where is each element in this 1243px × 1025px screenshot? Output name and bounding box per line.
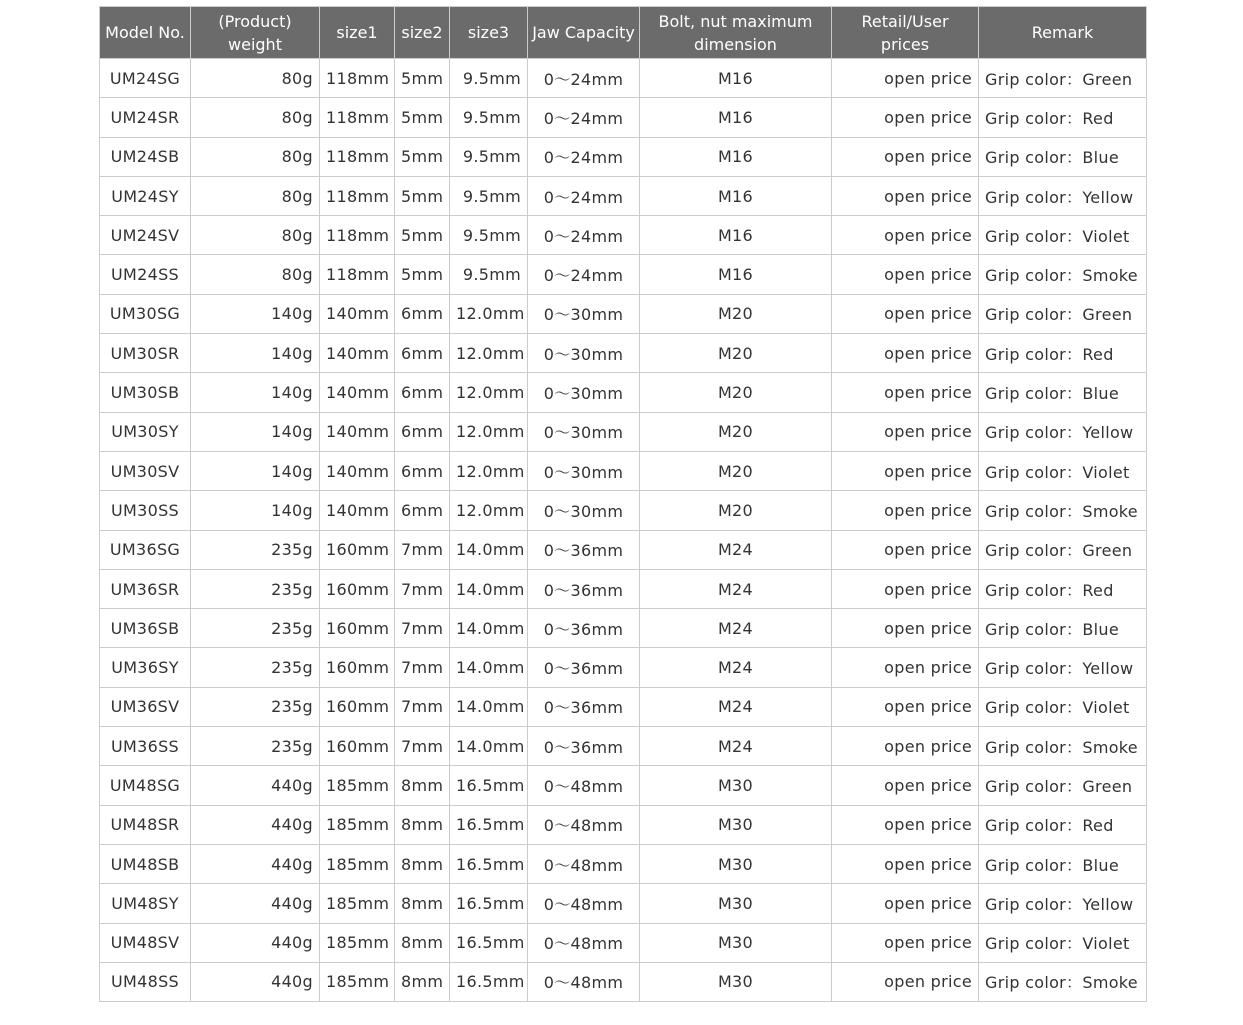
cell-remark: Grip color：Yellow	[979, 176, 1147, 215]
cell-weight: 140g	[191, 491, 320, 530]
cell-size2: 5mm	[395, 216, 450, 255]
cell-jaw-capacity: 0～30mm	[528, 451, 640, 490]
cell-size1: 118mm	[320, 216, 395, 255]
cell-remark: Grip color：Green	[979, 530, 1147, 569]
cell-size2: 7mm	[395, 648, 450, 687]
cell-size1: 160mm	[320, 687, 395, 726]
cell-size1: 118mm	[320, 137, 395, 176]
cell-price: open price	[832, 334, 979, 373]
cell-bolt-nut-dimension: M24	[640, 648, 832, 687]
cell-size1: 185mm	[320, 923, 395, 962]
cell-jaw-capacity: 0～36mm	[528, 530, 640, 569]
cell-size3: 12.0mm	[450, 373, 528, 412]
cell-remark: Grip color：Green	[979, 59, 1147, 98]
cell-weight: 80g	[191, 59, 320, 98]
cell-size1: 160mm	[320, 609, 395, 648]
cell-jaw-capacity: 0～48mm	[528, 805, 640, 844]
cell-remark: Grip color：Smoke	[979, 727, 1147, 766]
table-body	[100, 59, 1147, 1002]
cell-weight: 235g	[191, 609, 320, 648]
cell-price: open price	[832, 373, 979, 412]
cell-size2: 6mm	[395, 373, 450, 412]
cell-price: open price	[832, 884, 979, 923]
cell-model-no: UM48SS	[100, 962, 191, 1001]
cell-jaw-capacity: 0～30mm	[528, 373, 640, 412]
cell-size2: 7mm	[395, 609, 450, 648]
cell-weight: 235g	[191, 648, 320, 687]
cell-price: open price	[832, 766, 979, 805]
cell-bolt-nut-dimension: M30	[640, 805, 832, 844]
cell-size1: 160mm	[320, 530, 395, 569]
header-model-no: Model No.	[100, 7, 191, 59]
cell-bolt-nut-dimension: M30	[640, 766, 832, 805]
cell-jaw-capacity: 0～24mm	[528, 59, 640, 98]
cell-remark: Grip color：Violet	[979, 451, 1147, 490]
table-header	[100, 7, 1147, 59]
cell-bolt-nut-dimension: M16	[640, 176, 832, 215]
header-retail-user-prices: Retail/User prices	[832, 7, 979, 59]
table-row	[100, 491, 1147, 530]
cell-weight: 235g	[191, 687, 320, 726]
cell-bolt-nut-dimension: M24	[640, 530, 832, 569]
cell-jaw-capacity: 0～24mm	[528, 216, 640, 255]
cell-bolt-nut-dimension: M20	[640, 294, 832, 333]
cell-size2: 8mm	[395, 884, 450, 923]
cell-remark: Grip color：Violet	[979, 216, 1147, 255]
cell-size2: 6mm	[395, 412, 450, 451]
cell-bolt-nut-dimension: M24	[640, 609, 832, 648]
cell-size1: 140mm	[320, 412, 395, 451]
cell-size1: 140mm	[320, 491, 395, 530]
cell-weight: 235g	[191, 727, 320, 766]
cell-model-no: UM48SV	[100, 923, 191, 962]
cell-remark: Grip color：Violet	[979, 687, 1147, 726]
table-row	[100, 609, 1147, 648]
cell-price: open price	[832, 216, 979, 255]
cell-remark: Grip color：Red	[979, 569, 1147, 608]
cell-size2: 8mm	[395, 805, 450, 844]
cell-model-no: UM24SG	[100, 59, 191, 98]
cell-weight: 440g	[191, 766, 320, 805]
cell-size1: 140mm	[320, 294, 395, 333]
table-row	[100, 648, 1147, 687]
cell-remark: Grip color：Smoke	[979, 491, 1147, 530]
cell-model-no: UM30SR	[100, 334, 191, 373]
cell-price: open price	[832, 59, 979, 98]
cell-model-no: UM30SG	[100, 294, 191, 333]
cell-weight: 140g	[191, 451, 320, 490]
cell-price: open price	[832, 569, 979, 608]
cell-bolt-nut-dimension: M20	[640, 491, 832, 530]
table-row	[100, 727, 1147, 766]
cell-remark: Grip color：Red	[979, 805, 1147, 844]
table-row	[100, 884, 1147, 923]
cell-size1: 185mm	[320, 766, 395, 805]
cell-model-no: UM48SR	[100, 805, 191, 844]
cell-price: open price	[832, 412, 979, 451]
cell-model-no: UM30SS	[100, 491, 191, 530]
cell-size1: 160mm	[320, 569, 395, 608]
cell-weight: 80g	[191, 137, 320, 176]
cell-jaw-capacity: 0～48mm	[528, 844, 640, 883]
cell-size3: 16.5mm	[450, 805, 528, 844]
header-row	[100, 7, 1147, 59]
cell-remark: Grip color：Yellow	[979, 648, 1147, 687]
cell-remark: Grip color：Green	[979, 294, 1147, 333]
table-row	[100, 334, 1147, 373]
cell-jaw-capacity: 0～36mm	[528, 687, 640, 726]
cell-size2: 8mm	[395, 962, 450, 1001]
table-row	[100, 216, 1147, 255]
cell-model-no: UM30SB	[100, 373, 191, 412]
cell-weight: 140g	[191, 334, 320, 373]
cell-price: open price	[832, 962, 979, 1001]
cell-bolt-nut-dimension: M30	[640, 962, 832, 1001]
cell-model-no: UM48SG	[100, 766, 191, 805]
cell-price: open price	[832, 530, 979, 569]
cell-weight: 440g	[191, 884, 320, 923]
cell-size3: 16.5mm	[450, 962, 528, 1001]
cell-model-no: UM36SV	[100, 687, 191, 726]
cell-model-no: UM36SY	[100, 648, 191, 687]
cell-price: open price	[832, 609, 979, 648]
cell-size3: 9.5mm	[450, 59, 528, 98]
cell-weight: 235g	[191, 569, 320, 608]
header-size3: size3	[450, 7, 528, 59]
cell-jaw-capacity: 0～36mm	[528, 609, 640, 648]
cell-model-no: UM24SB	[100, 137, 191, 176]
cell-size1: 185mm	[320, 844, 395, 883]
cell-size3: 14.0mm	[450, 727, 528, 766]
cell-price: open price	[832, 727, 979, 766]
cell-bolt-nut-dimension: M16	[640, 137, 832, 176]
table-row	[100, 373, 1147, 412]
cell-size2: 6mm	[395, 451, 450, 490]
cell-weight: 440g	[191, 923, 320, 962]
cell-size2: 5mm	[395, 255, 450, 294]
table-row	[100, 176, 1147, 215]
cell-size2: 6mm	[395, 334, 450, 373]
cell-size3: 14.0mm	[450, 569, 528, 608]
cell-bolt-nut-dimension: M16	[640, 216, 832, 255]
cell-price: open price	[832, 255, 979, 294]
cell-model-no: UM48SY	[100, 884, 191, 923]
cell-bolt-nut-dimension: M20	[640, 412, 832, 451]
cell-jaw-capacity: 0～36mm	[528, 648, 640, 687]
cell-size1: 118mm	[320, 255, 395, 294]
cell-price: open price	[832, 98, 979, 137]
cell-size3: 9.5mm	[450, 137, 528, 176]
cell-price: open price	[832, 137, 979, 176]
cell-size1: 185mm	[320, 805, 395, 844]
cell-price: open price	[832, 805, 979, 844]
cell-bolt-nut-dimension: M20	[640, 334, 832, 373]
cell-size1: 185mm	[320, 962, 395, 1001]
cell-weight: 140g	[191, 373, 320, 412]
cell-size2: 6mm	[395, 294, 450, 333]
header-weight: (Product) weight	[191, 7, 320, 59]
table-row	[100, 530, 1147, 569]
cell-size2: 5mm	[395, 137, 450, 176]
cell-weight: 80g	[191, 216, 320, 255]
cell-size2: 5mm	[395, 59, 450, 98]
table-row	[100, 412, 1147, 451]
cell-jaw-capacity: 0～24mm	[528, 255, 640, 294]
cell-size3: 9.5mm	[450, 216, 528, 255]
cell-jaw-capacity: 0～30mm	[528, 491, 640, 530]
cell-jaw-capacity: 0～30mm	[528, 412, 640, 451]
cell-size1: 140mm	[320, 451, 395, 490]
cell-bolt-nut-dimension: M16	[640, 59, 832, 98]
cell-bolt-nut-dimension: M16	[640, 255, 832, 294]
cell-bolt-nut-dimension: M24	[640, 687, 832, 726]
cell-size1: 160mm	[320, 727, 395, 766]
header-size1: size1	[320, 7, 395, 59]
cell-size2: 6mm	[395, 491, 450, 530]
cell-bolt-nut-dimension: M20	[640, 451, 832, 490]
table-row	[100, 98, 1147, 137]
cell-weight: 140g	[191, 412, 320, 451]
header-remark: Remark	[979, 7, 1147, 59]
cell-size3: 14.0mm	[450, 648, 528, 687]
cell-size3: 12.0mm	[450, 412, 528, 451]
header-jaw-capacity: Jaw Capacity	[528, 7, 640, 59]
cell-model-no: UM48SB	[100, 844, 191, 883]
cell-size3: 9.5mm	[450, 255, 528, 294]
cell-size3: 14.0mm	[450, 687, 528, 726]
cell-price: open price	[832, 176, 979, 215]
table-row	[100, 844, 1147, 883]
cell-weight: 440g	[191, 805, 320, 844]
cell-price: open price	[832, 687, 979, 726]
cell-bolt-nut-dimension: M30	[640, 884, 832, 923]
cell-jaw-capacity: 0～30mm	[528, 334, 640, 373]
cell-size3: 14.0mm	[450, 609, 528, 648]
cell-model-no: UM24SY	[100, 176, 191, 215]
cell-bolt-nut-dimension: M20	[640, 373, 832, 412]
table-row	[100, 569, 1147, 608]
cell-model-no: UM24SV	[100, 216, 191, 255]
cell-price: open price	[832, 844, 979, 883]
cell-size3: 12.0mm	[450, 451, 528, 490]
cell-weight: 140g	[191, 294, 320, 333]
table-row	[100, 687, 1147, 726]
table-row	[100, 137, 1147, 176]
cell-remark: Grip color：Smoke	[979, 962, 1147, 1001]
cell-remark: Grip color：Green	[979, 766, 1147, 805]
cell-size2: 8mm	[395, 844, 450, 883]
cell-model-no: UM36SR	[100, 569, 191, 608]
cell-remark: Grip color：Smoke	[979, 255, 1147, 294]
table-row	[100, 255, 1147, 294]
cell-remark: Grip color：Blue	[979, 373, 1147, 412]
cell-size3: 12.0mm	[450, 491, 528, 530]
cell-jaw-capacity: 0～24mm	[528, 176, 640, 215]
cell-price: open price	[832, 648, 979, 687]
cell-size2: 8mm	[395, 766, 450, 805]
cell-price: open price	[832, 294, 979, 333]
cell-size2: 7mm	[395, 569, 450, 608]
cell-size1: 140mm	[320, 373, 395, 412]
cell-size2: 7mm	[395, 530, 450, 569]
cell-size2: 7mm	[395, 687, 450, 726]
header-bolt-nut-dimension: Bolt, nut maximum dimension	[640, 7, 832, 59]
cell-jaw-capacity: 0～30mm	[528, 294, 640, 333]
cell-size3: 16.5mm	[450, 884, 528, 923]
cell-jaw-capacity: 0～36mm	[528, 569, 640, 608]
table-row	[100, 451, 1147, 490]
cell-size3: 16.5mm	[450, 923, 528, 962]
cell-remark: Grip color：Blue	[979, 609, 1147, 648]
table-row	[100, 805, 1147, 844]
cell-bolt-nut-dimension: M30	[640, 923, 832, 962]
cell-price: open price	[832, 491, 979, 530]
cell-price: open price	[832, 451, 979, 490]
spec-table	[99, 6, 1147, 1002]
cell-model-no: UM36SS	[100, 727, 191, 766]
table-row	[100, 294, 1147, 333]
cell-jaw-capacity: 0～48mm	[528, 766, 640, 805]
table-row	[100, 59, 1147, 98]
cell-size1: 140mm	[320, 334, 395, 373]
cell-model-no: UM36SB	[100, 609, 191, 648]
cell-weight: 235g	[191, 530, 320, 569]
cell-weight: 440g	[191, 844, 320, 883]
cell-size2: 5mm	[395, 98, 450, 137]
cell-weight: 440g	[191, 962, 320, 1001]
cell-size3: 12.0mm	[450, 334, 528, 373]
cell-remark: Grip color：Yellow	[979, 884, 1147, 923]
cell-remark: Grip color：Blue	[979, 137, 1147, 176]
cell-remark: Grip color：Red	[979, 98, 1147, 137]
cell-weight: 80g	[191, 176, 320, 215]
cell-size3: 16.5mm	[450, 766, 528, 805]
header-size2: size2	[395, 7, 450, 59]
cell-size3: 12.0mm	[450, 294, 528, 333]
cell-bolt-nut-dimension: M16	[640, 98, 832, 137]
cell-model-no: UM36SG	[100, 530, 191, 569]
cell-size3: 14.0mm	[450, 530, 528, 569]
cell-remark: Grip color：Violet	[979, 923, 1147, 962]
cell-size3: 9.5mm	[450, 176, 528, 215]
cell-jaw-capacity: 0～48mm	[528, 923, 640, 962]
table-row	[100, 766, 1147, 805]
cell-weight: 80g	[191, 98, 320, 137]
cell-jaw-capacity: 0～48mm	[528, 962, 640, 1001]
cell-size3: 16.5mm	[450, 844, 528, 883]
cell-model-no: UM24SS	[100, 255, 191, 294]
cell-bolt-nut-dimension: M24	[640, 569, 832, 608]
cell-remark: Grip color：Yellow	[979, 412, 1147, 451]
cell-size2: 7mm	[395, 727, 450, 766]
cell-jaw-capacity: 0～48mm	[528, 884, 640, 923]
cell-model-no: UM24SR	[100, 98, 191, 137]
cell-jaw-capacity: 0～24mm	[528, 98, 640, 137]
cell-size1: 118mm	[320, 176, 395, 215]
cell-size2: 5mm	[395, 176, 450, 215]
cell-weight: 80g	[191, 255, 320, 294]
cell-bolt-nut-dimension: M30	[640, 844, 832, 883]
cell-bolt-nut-dimension: M24	[640, 727, 832, 766]
cell-size1: 160mm	[320, 648, 395, 687]
cell-model-no: UM30SV	[100, 451, 191, 490]
cell-remark: Grip color：Blue	[979, 844, 1147, 883]
cell-price: open price	[832, 923, 979, 962]
cell-size1: 185mm	[320, 884, 395, 923]
table-row	[100, 962, 1147, 1001]
cell-size2: 8mm	[395, 923, 450, 962]
cell-remark: Grip color：Red	[979, 334, 1147, 373]
cell-size1: 118mm	[320, 59, 395, 98]
cell-model-no: UM30SY	[100, 412, 191, 451]
cell-size3: 9.5mm	[450, 98, 528, 137]
cell-jaw-capacity: 0～36mm	[528, 727, 640, 766]
cell-jaw-capacity: 0～24mm	[528, 137, 640, 176]
cell-size1: 118mm	[320, 98, 395, 137]
table-row	[100, 923, 1147, 962]
